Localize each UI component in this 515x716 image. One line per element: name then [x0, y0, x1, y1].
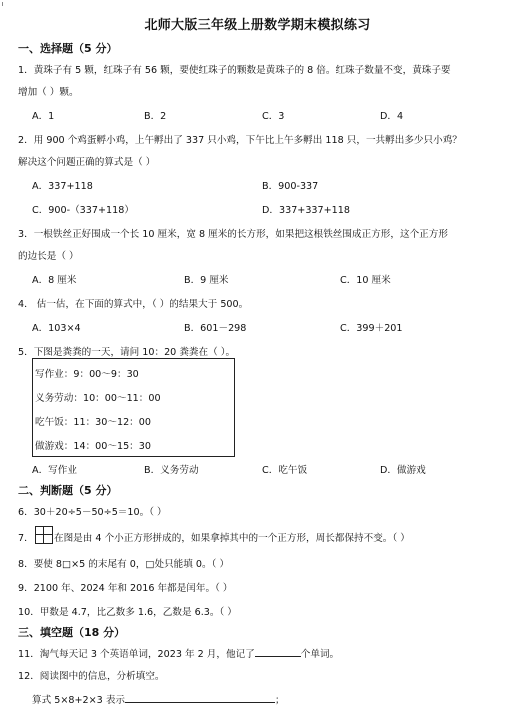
q4-option-a: A．103×4	[32, 323, 81, 334]
q3-option-c: C．10 厘米	[340, 275, 391, 286]
page-title: 北师大版三年级上册数学期末模拟练习	[144, 18, 371, 33]
q1-option-b: B．2	[144, 111, 167, 122]
q2-line2: 解决这个问题正确的算式是（ ）	[18, 157, 156, 168]
q4-option-c: C．399＋201	[340, 323, 403, 334]
q5-option-a: A．写作业	[32, 465, 77, 476]
q2-option-b: B．900-337	[262, 181, 319, 192]
q3-line2: 的边长是（ ）	[18, 251, 79, 262]
q3-option-b: B．9 厘米	[184, 275, 229, 286]
q1-option-c: C．3	[262, 111, 285, 122]
schedule-item: 吃午饭：11：30～12：00	[35, 417, 151, 428]
q11-text	[18, 646, 339, 660]
q11-answer-blank[interactable]	[255, 656, 301, 657]
four-squares-figure-icon	[35, 526, 53, 544]
schedule-item: 做游戏：14：00～15：30	[35, 441, 151, 452]
schedule-box	[32, 358, 235, 457]
q2-option-a: A．337+118	[32, 181, 93, 192]
q11-before: 11．淘气每天记 3 个英语单词，2023 年 2 月，他记了	[18, 649, 255, 660]
schedule-item: 义务劳动：10：00～11：00	[35, 393, 161, 404]
q9-text: 9．2100 年、2024 年和 2016 年都是闰年。（ ）	[18, 583, 233, 594]
q10-text: 10．甲数是 4.7，比乙数多 1.6，乙数是 6.3。（ ）	[18, 607, 237, 618]
q1-line1: 1．黄珠子有 5 颗，红珠子有 56 颗，要使红珠子的颗数是黄珠子的 8 倍。红珠子数量不变，黄珠子要	[18, 65, 451, 76]
q12-sub-before: 算式 5×8+2×3 表示	[32, 695, 126, 706]
q2-option-c: C．900-（337+118）	[32, 205, 134, 216]
q5-line1: 5．下图是粪粪的一天，请问 10：20 粪粪在（ ）。	[18, 347, 236, 358]
q12-answer-blank[interactable]	[125, 702, 275, 703]
q7-text: 在图是由 4 个小正方形拼成的，如果拿掉其中的一个正方形，周长都保持不变。（ ）	[54, 533, 410, 544]
section-heading-judge: 二、判断题（5 分）	[18, 484, 118, 497]
q11-after: 个单词。	[300, 649, 340, 660]
q4-option-b: B．601－298	[184, 323, 247, 334]
q5-option-b: B．义务劳动	[144, 465, 199, 476]
q7-number: 7．	[18, 533, 34, 544]
corner-mark	[2, 2, 7, 6]
q6-text: 6．30＋20÷5－50÷5＝10。（ ）	[18, 507, 167, 518]
q12-sub-after: ；	[275, 695, 285, 706]
q5-option-c: C．吃午饭	[262, 465, 308, 476]
schedule-item: 写作业：9：00～9：30	[35, 369, 139, 380]
section-heading-fill: 三、填空题（18 分）	[18, 626, 126, 639]
q1-option-a: A．1	[32, 111, 55, 122]
q3-line1: 3．一根铁丝正好围成一个长 10 厘米，宽 8 厘米的长方形，如果把这根铁丝围成正方形，这个正方形	[18, 229, 448, 240]
q1-line2: 增加（ ）颗。	[18, 87, 79, 98]
q2-line1: 2．用 900 个鸡蛋孵小鸡，上午孵出了 337 只小鸡，下午比上午多孵出 118 只，一共孵出多少只小鸡？	[18, 135, 462, 146]
q12-sub	[32, 692, 285, 706]
q3-option-a: A．8 厘米	[32, 275, 77, 286]
q5-option-d: D．做游戏	[380, 465, 426, 476]
section-heading-choice: 一、选择题（5 分）	[18, 42, 118, 55]
q2-option-d: D．337+337+118	[262, 205, 350, 216]
q12-text: 12．阅读图中的信息，分析填空。	[18, 671, 165, 682]
q8-text: 8．要使 8□×5 的末尾有 0，□处只能填 0。（ ）	[18, 559, 230, 570]
q4-line1: 4． 估一估，在下面的算式中，（ ）的结果大于 500。	[18, 299, 249, 310]
q1-option-d: D．4	[380, 111, 404, 122]
